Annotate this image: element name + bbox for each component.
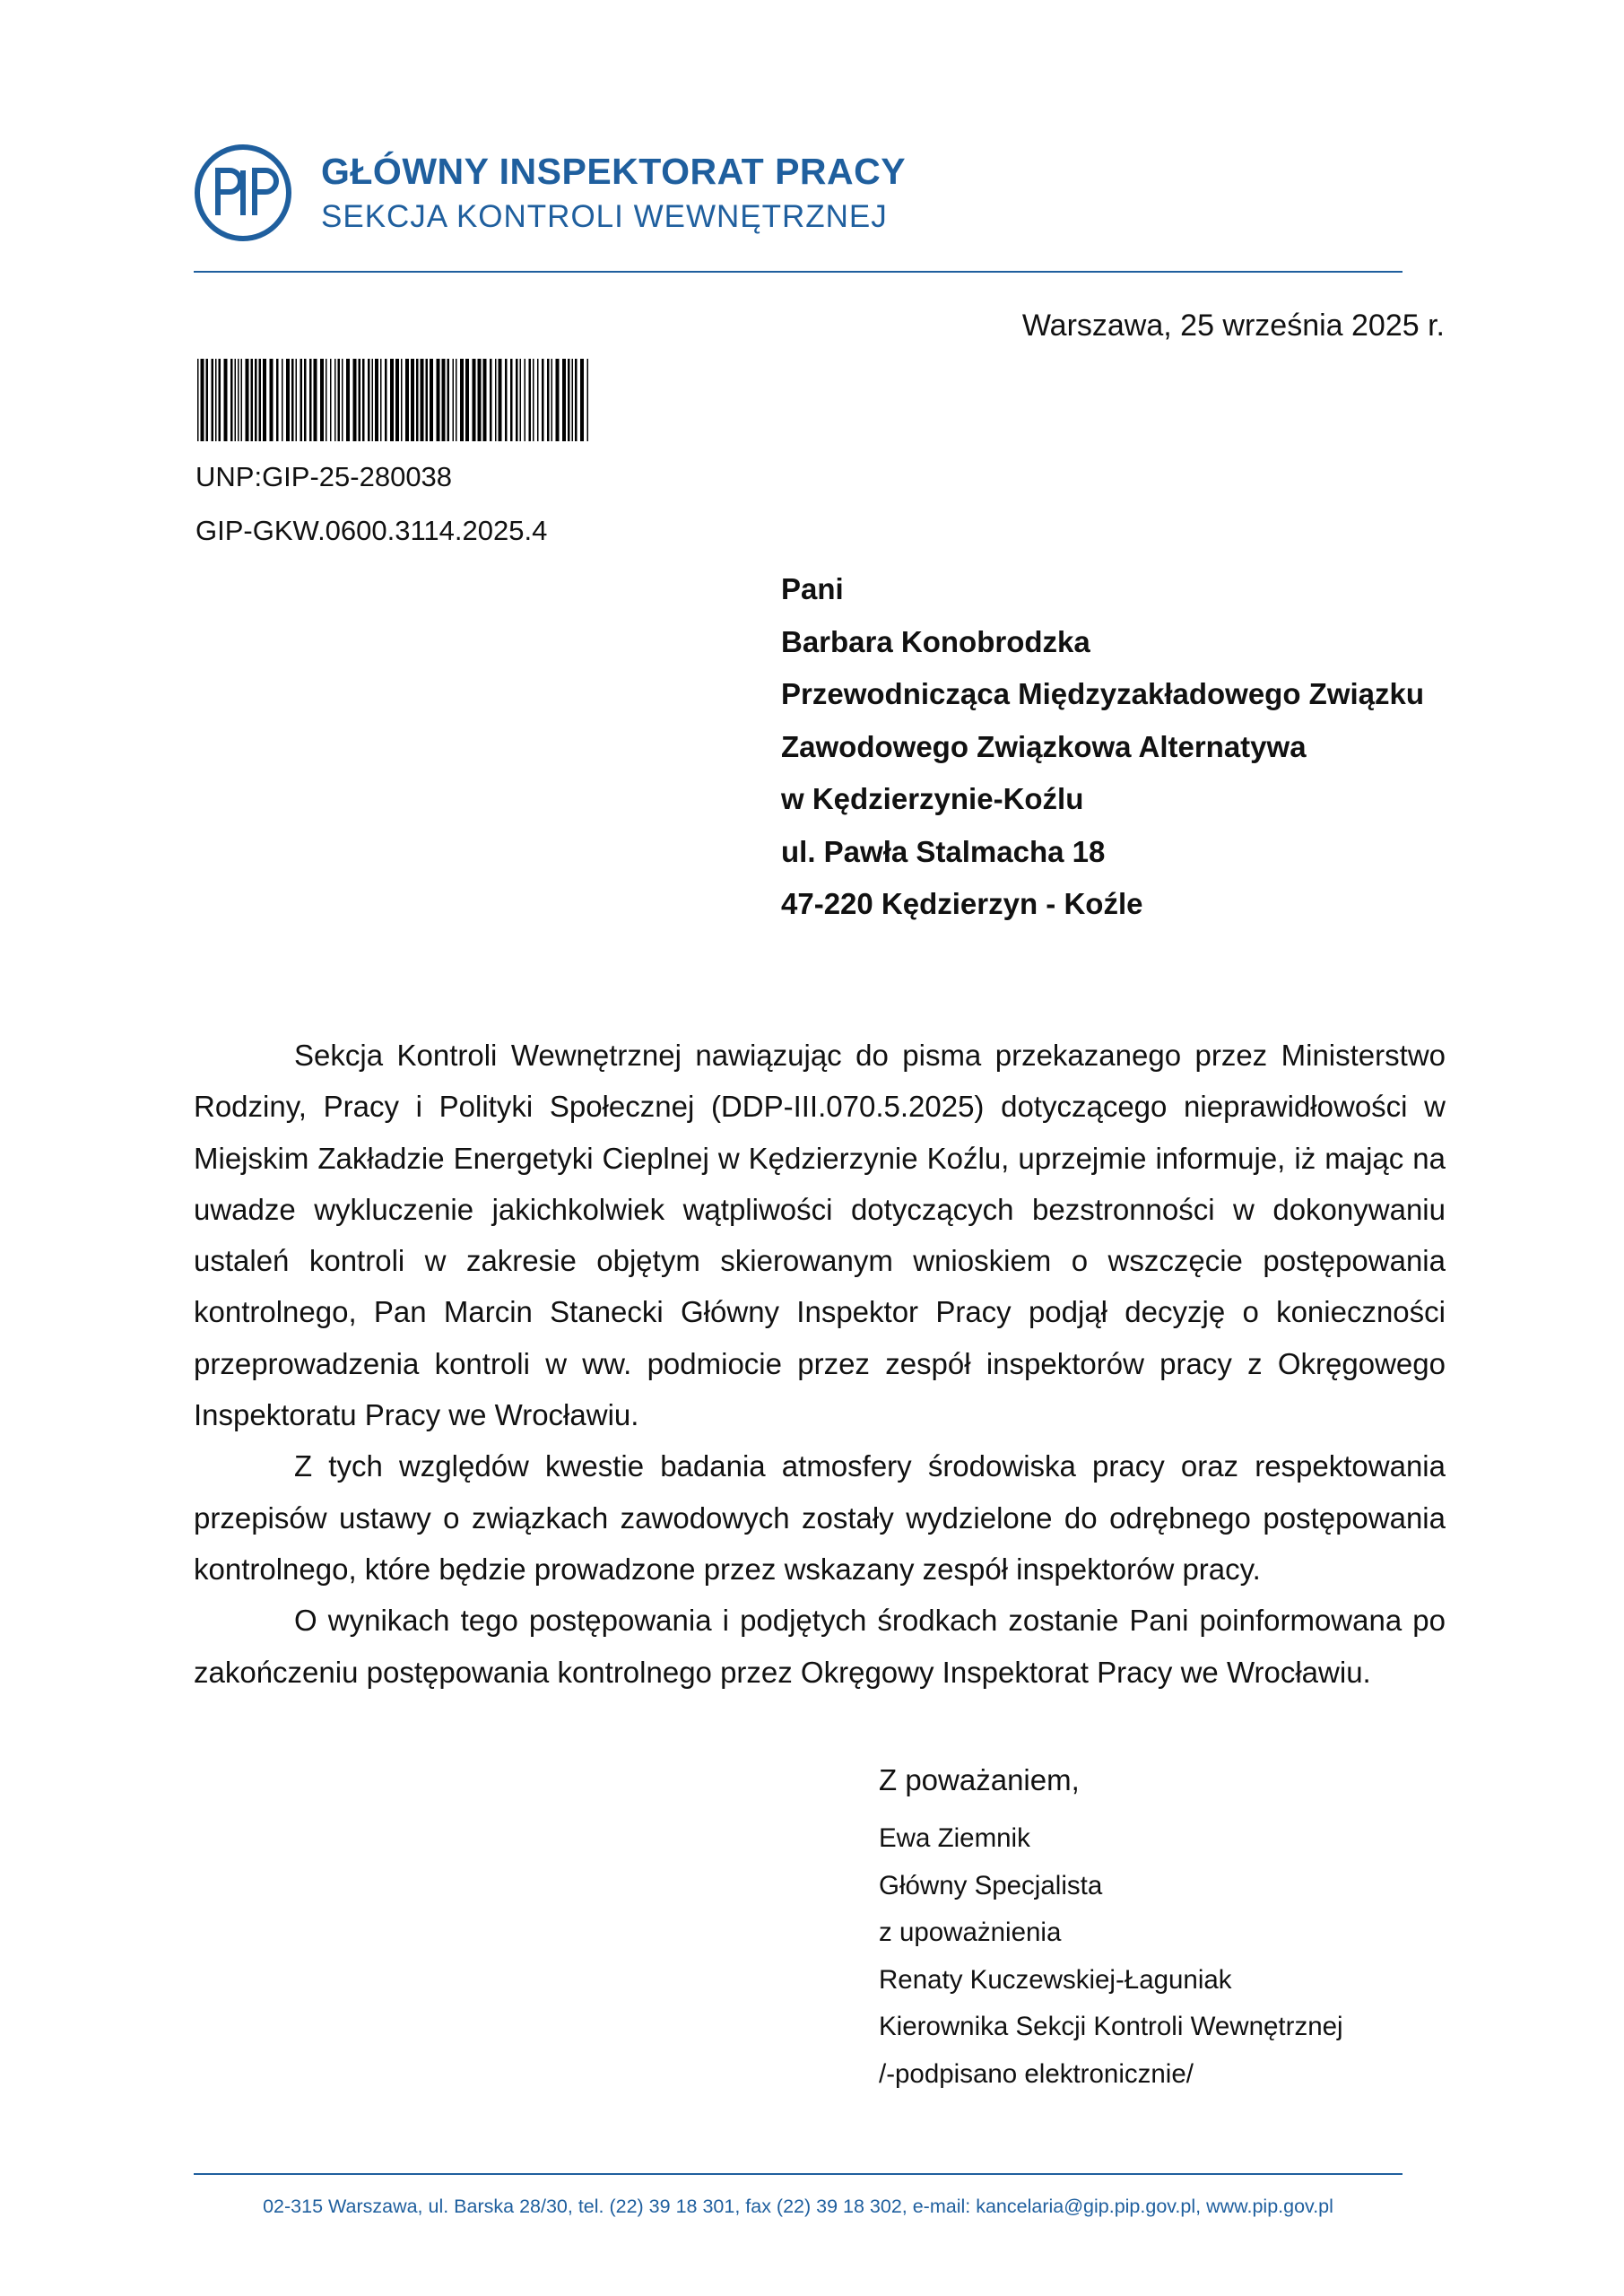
barcode-bar [442, 359, 446, 441]
barcode-bar [510, 359, 513, 441]
barcode-bar [447, 359, 450, 441]
barcode-bar [390, 359, 394, 441]
barcode-bar [505, 359, 508, 441]
barcode [195, 359, 595, 441]
barcode-bar [338, 359, 341, 441]
barcode-bar [346, 359, 350, 441]
signature-line: z upoważnienia [879, 1918, 1062, 1948]
barcode-bar [542, 359, 544, 441]
barcode-bar [291, 359, 294, 441]
barcode-bar [401, 359, 403, 441]
barcode-bar [380, 359, 382, 441]
barcode-bar [572, 359, 574, 441]
barcode-bar [411, 359, 414, 441]
barcode-bar [587, 359, 589, 441]
barcode-bar [212, 359, 214, 441]
barcode-bar [359, 359, 361, 441]
barcode-bar [437, 359, 440, 441]
barcode-bar [238, 359, 239, 441]
barcode-bar [304, 359, 307, 441]
barcode-bar [473, 359, 476, 441]
barcode-bar [263, 359, 266, 441]
recipient-line: w Kędzierzynie-Koźlu [781, 782, 1084, 815]
barcode-bar [342, 359, 343, 441]
barcode-bar [276, 359, 279, 441]
barcode-bar [197, 359, 199, 441]
barcode-bar [537, 359, 539, 441]
barcode-bar [270, 359, 274, 441]
body-paragraph: O wynikach tego postępowania i podjętych środkach zostanie Pani poinformowana po zakończeniu postępowania kontrolnego przez Okręgowy Inspektorat Pracy we Wrocławiu. [194, 1604, 1446, 1689]
signature-block [879, 1815, 1343, 2099]
barcode-bar [246, 359, 249, 441]
barcode-bar [465, 359, 469, 441]
barcode-bar [251, 359, 254, 441]
barcode-bar [286, 359, 290, 441]
barcode-bar [525, 359, 526, 441]
barcode-bar [201, 359, 204, 441]
signature-line: /-podpisano elektronicznie/ [879, 2058, 1194, 2089]
barcode-bar [562, 359, 566, 441]
body-paragraph: Z tych względów kwestie badania atmosfery środowiska pracy oraz respektowania przepisów ustawy o związkach zawodowych zostały wydzielone do odrębnego postępowania kontrolnego, które będzie prowadzone przez wskazany zespół inspektorów pracy. [194, 1449, 1446, 1586]
barcode-bar [309, 359, 312, 441]
barcode-bar [575, 359, 578, 441]
barcode-bar [282, 359, 283, 441]
barcode-bar [499, 359, 502, 441]
barcode-bar [490, 359, 492, 441]
barcode-bar [206, 359, 209, 441]
closing-phrase: Z poważaniem, [879, 1763, 1080, 1796]
barcode-bar [368, 359, 370, 441]
barcode-bar [241, 359, 243, 441]
barcode-bar [551, 359, 553, 441]
barcode-bar [385, 359, 387, 441]
barcode-bar [495, 359, 497, 441]
barcode-bar [372, 359, 374, 441]
recipient-line: Pani [781, 572, 844, 605]
barcode-bar [547, 359, 550, 441]
signature-line: Renaty Kuczewskiej-Łaguniak [879, 1964, 1232, 1995]
barcode-bar [219, 359, 221, 441]
barcode-bar [230, 359, 233, 441]
barcode-bar [568, 359, 570, 441]
body-paragraph: Sekcja Kontroli Wewnętrznej nawiązując do pisma przekazanego przez Ministerstwo Rodziny, Pracy i Polityki Społecznej (DDP-III.070.5.2025) dotyczącego nieprawidłowości w Miejskim Zakładzie Energetyki Cieplnej w Kędzierzynie Koźlu, uprzejmie informuje, iż mając na uwadze wykluczenie jakichkolwiek wątpliwości dotyczących bezstronności w dokonywaniu ustaleń kontroli w zakresie objętym skierowanym wnioskiem o wszczęcie postępowania kontrolnego, Pan Marcin Stanecki Główny Inspektor Pracy podjął decyzję o konieczności przeprowadzenia kontroli w ww. podmiocie przez zespół inspektorów pracy z Okręgowego Inspektoratu Pracy we Wrocławiu. [194, 1039, 1446, 1432]
barcode-bar [353, 359, 357, 441]
recipient-address [781, 563, 1424, 931]
organization-unit: SEKCJA KONTROLI WEWNĘTRZNEJ [321, 199, 888, 234]
barcode-bar [453, 359, 455, 441]
barcode-bar [483, 359, 487, 441]
letter-body [194, 1030, 1446, 1698]
barcode-bar [395, 359, 399, 441]
organization-name: GŁÓWNY INSPEKTORAT PRACY [321, 151, 907, 192]
pip-logo [194, 144, 292, 242]
barcode-bar [556, 359, 560, 441]
barcode-bar [362, 359, 365, 441]
barcode-bar [320, 359, 324, 441]
unp-number: UNP:GIP-25-280038 [195, 461, 453, 492]
barcode-bar [580, 359, 584, 441]
header-divider [194, 271, 1403, 273]
barcode-bar [235, 359, 237, 441]
barcode-bar [255, 359, 257, 441]
barcode-bar [426, 359, 429, 441]
signature-line: Ewa Ziemnik [879, 1823, 1030, 1853]
barcode-bar [416, 359, 419, 441]
barcode-bar [460, 359, 464, 441]
barcode-bar [421, 359, 424, 441]
barcode-bar [533, 359, 534, 441]
barcode-bar [529, 359, 532, 441]
recipient-line: Zawodowego Związkowa Alternatywa [781, 729, 1307, 763]
barcode-bar [516, 359, 518, 441]
barcode-bar [405, 359, 409, 441]
barcode-bar [330, 359, 332, 441]
recipient-line: Przewodnicząca Międzyzakładowego Związku [781, 677, 1425, 710]
signature-line: Główny Specjalista [879, 1870, 1103, 1900]
barcode-bar [334, 359, 336, 441]
barcode-bar [375, 359, 378, 441]
barcode-bar [314, 359, 317, 441]
barcode-bar [430, 359, 433, 441]
barcode-bar [259, 359, 262, 441]
recipient-line: 47-220 Kędzierzyn - Koźle [781, 887, 1143, 920]
signature-line: Kierownika Sekcji Kontroli Wewnętrznej [879, 2012, 1343, 2042]
case-number: GIP-GKW.0600.3114.2025.4 [195, 515, 548, 546]
barcode-bar [296, 359, 298, 441]
barcode-bar [224, 359, 228, 441]
recipient-line: Barbara Konobrodzka [781, 624, 1090, 658]
footer-divider [194, 2173, 1403, 2175]
barcode-bar [520, 359, 522, 441]
barcode-bar [478, 359, 482, 441]
letter-date: Warszawa, 25 września 2025 r. [1021, 309, 1445, 343]
recipient-line: ul. Pawła Stalmacha 18 [781, 834, 1106, 868]
footer-contact: 02-315 Warszawa, ul. Barska 28/30, tel. (22) 39 18 301, fax (22) 39 18 302, e-mail: kancelaria@gip.pip.gov.pl, www.pip.gov.pl [263, 2196, 1333, 2217]
barcode-bar [456, 359, 457, 441]
barcode-bar [326, 359, 327, 441]
barcode-bar [300, 359, 303, 441]
barcode-bar [215, 359, 217, 441]
